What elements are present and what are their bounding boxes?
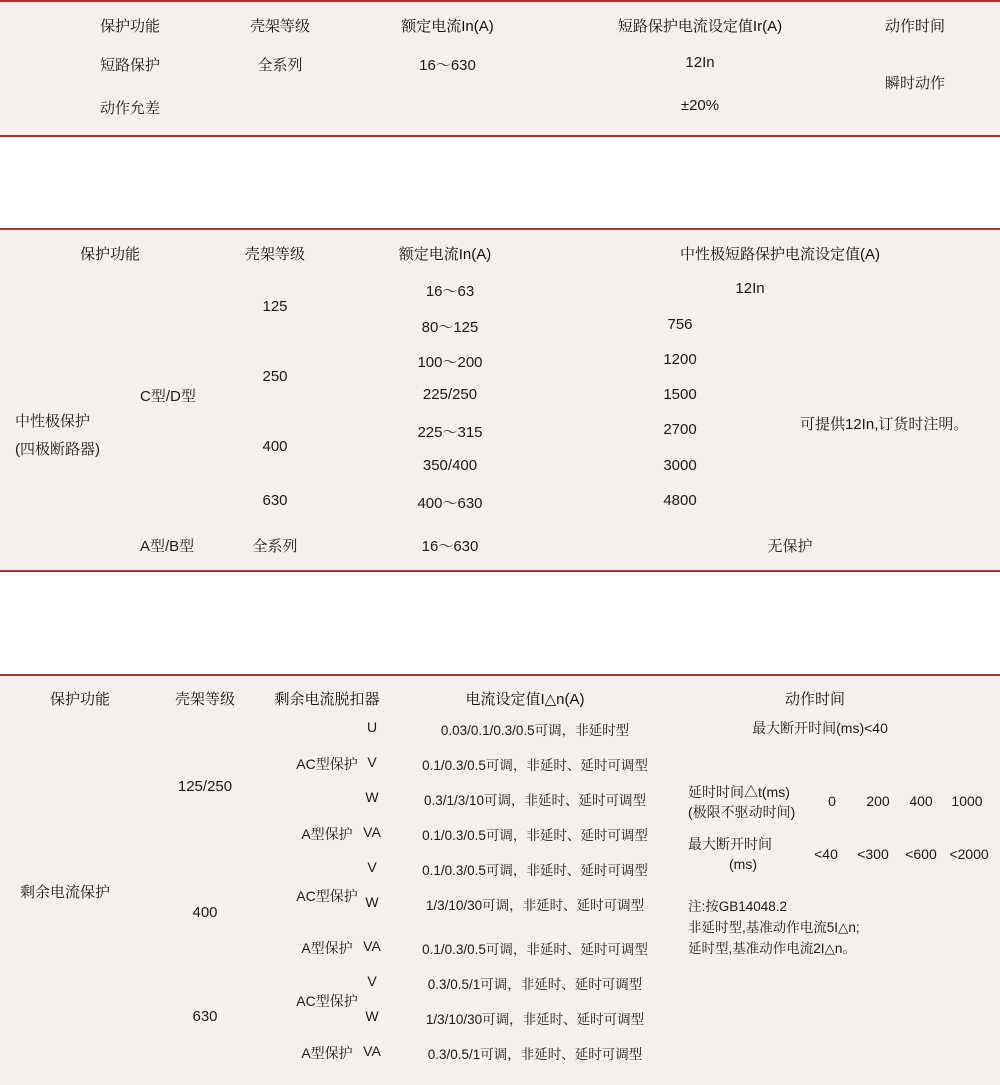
t3-g3-r1-code: V — [367, 973, 377, 989]
t3-g1-r2-code: V — [367, 754, 377, 770]
t3-max-break-value-0: <40 — [814, 846, 838, 862]
t3-g2-r1-code: V — [367, 859, 377, 875]
t3-g3-r1-value: 0.3/0.5/1可调，非延时、延时可调型 — [427, 977, 643, 992]
t1-row1-function: 短路保护 — [99, 57, 160, 74]
t3-delay-value-1: 200 — [866, 793, 890, 809]
t2-current-r8: 16～630 — [421, 538, 479, 555]
t2-type-ab: A型/B型 — [140, 538, 195, 555]
t3-note-1: 注:按GB14048.2 — [688, 899, 788, 914]
t3-function-label: 剩余电流保护 — [20, 884, 111, 901]
t2-header-frame: 壳架等级 — [244, 246, 305, 263]
t3-g1-r4-tripper: A型保护 — [301, 826, 353, 842]
residual-current-protection-table — [0, 674, 1000, 1085]
t3-note-2: 非延时型,基准动作电流5I△n; — [688, 920, 860, 935]
t2-current-r3: 100～200 — [417, 354, 483, 371]
t1-header-frame: 壳架等级 — [249, 18, 310, 35]
short-circuit-protection-table — [0, 0, 1000, 137]
t2-type-cd: C型/D型 — [140, 388, 196, 405]
t3-delay-value-3: 1000 — [951, 793, 983, 809]
t2-current-r2: 80～125 — [421, 319, 479, 336]
t3-g3-r3-tripper: A型保护 — [301, 1045, 353, 1061]
t2-current-r5: 225～315 — [417, 424, 483, 441]
t3-header-frame: 壳架等级 — [174, 691, 235, 708]
t3-g2-r1-value: 0.1/0.3/0.5可调，非延时、延时可调型 — [422, 863, 648, 878]
t3-max-break-value-2: <600 — [905, 846, 937, 862]
t1-header-function: 保护功能 — [99, 18, 160, 35]
t2-frame-630: 630 — [262, 492, 288, 509]
t3-header-setting: 电流设定值I△n(A) — [465, 691, 585, 708]
t3-g3-r3-code: VA — [363, 1043, 381, 1059]
t2-frame-125: 125 — [262, 298, 288, 315]
t3-header-tripper: 剩余电流脱扣器 — [274, 691, 380, 708]
t1-header-rated-current: 额定电流In(A) — [401, 18, 494, 35]
t2-function-label-line2: (四极断路器) — [15, 441, 100, 458]
t3-frame-630: 630 — [192, 1008, 218, 1025]
t2-side-note: 可提供12In,订货时注明。 — [800, 416, 969, 433]
neutral-pole-protection-table — [0, 228, 1000, 572]
t3-delay-label-1: 延时时间△t(ms) — [688, 784, 790, 800]
t2-frame-all: 全系列 — [252, 538, 298, 555]
t1-row2-function: 动作允差 — [99, 100, 160, 117]
t3-g2-r3-value: 0.1/0.3/0.5可调，非延时、延时可调型 — [422, 942, 648, 957]
t3-g1-r3-code: W — [365, 789, 379, 805]
t3-g2-r3-code: VA — [363, 938, 381, 954]
t1-row1-rated-current: 16～630 — [419, 57, 476, 74]
t3-g3-r2-code: W — [365, 1008, 379, 1024]
t3-g2-r2-tripper: AC型保护 — [296, 888, 358, 904]
t1-row1-setting: 12In — [685, 54, 715, 71]
t3-g3-r3-value: 0.3/0.5/1可调，非延时、延时可调型 — [427, 1047, 643, 1062]
t1-header-action-time: 动作时间 — [884, 18, 945, 35]
t1-row1-frame: 全系列 — [257, 57, 303, 74]
t2-setting-r6: 3000 — [663, 457, 697, 474]
t3-header-action-time: 动作时间 — [784, 691, 845, 708]
t2-header-rated-current: 额定电流In(A) — [398, 246, 492, 263]
t2-frame-400: 400 — [262, 438, 288, 455]
t3-g1-r2-tripper: AC型保护 — [296, 756, 358, 772]
t3-note-3: 延时型,基准动作电流2I△n。 — [688, 941, 856, 956]
t3-frame-125-250: 125/250 — [177, 778, 233, 795]
t3-g1-r1-value: 0.03/0.1/0.3/0.5可调，非延时型 — [440, 723, 630, 738]
t3-g3-r2-value: 1/3/10/30可调，非延时、延时可调型 — [425, 1012, 645, 1027]
t2-current-r1: 16～63 — [425, 283, 475, 300]
t2-setting-r5: 2700 — [663, 421, 697, 438]
t1-row2-setting: ±20% — [680, 97, 720, 114]
t3-max-break-label-2: (ms) — [729, 856, 757, 872]
t3-max-break-1: 最大断开时间(ms)<40 — [752, 720, 888, 736]
t2-setting-r2: 756 — [667, 316, 693, 333]
t3-g1-r4-value: 0.1/0.3/0.5可调，非延时、延时可调型 — [422, 828, 648, 843]
t3-max-break-value-1: <300 — [857, 846, 889, 862]
t2-function-label-line1: 中性极保护 — [15, 413, 91, 430]
t3-g2-r3-tripper: A型保护 — [301, 940, 353, 956]
t3-g1-r1-code: U — [366, 719, 378, 735]
t2-setting-r7: 4800 — [663, 492, 697, 509]
t2-setting-r8: 无保护 — [767, 538, 813, 555]
t2-current-r6: 350/400 — [422, 457, 478, 474]
t2-setting-r3: 1200 — [663, 351, 697, 368]
t3-delay-value-0: 0 — [828, 793, 836, 809]
t3-frame-400: 400 — [192, 904, 218, 921]
t3-g2-r2-code: W — [365, 894, 379, 910]
t2-current-r7: 400～630 — [417, 495, 483, 512]
t1-row1-action-time: 瞬时动作 — [884, 75, 945, 92]
t2-current-r4: 225/250 — [422, 386, 478, 403]
t3-g2-r2-value: 1/3/10/30可调，非延时、延时可调型 — [425, 898, 645, 913]
t1-header-setting: 短路保护电流设定值Ir(A) — [617, 18, 783, 35]
t3-g3-r2-tripper: AC型保护 — [296, 993, 358, 1009]
t3-g1-r3-value: 0.3/1/3/10可调，非延时、延时可调型 — [423, 793, 647, 808]
t2-header-setting: 中性极短路保护电流设定值(A) — [680, 246, 880, 263]
t3-max-break-label-1: 最大断开时间 — [688, 836, 772, 852]
t3-max-break-value-3: <2000 — [949, 846, 989, 862]
t2-frame-250: 250 — [262, 368, 288, 385]
t3-header-function: 保护功能 — [49, 691, 110, 708]
t2-setting-r4: 1500 — [663, 386, 697, 403]
t3-delay-label-2: (极限不驱动时间) — [688, 804, 796, 820]
t3-delay-value-2: 400 — [909, 793, 933, 809]
t3-g1-r4-code: VA — [363, 824, 381, 840]
t2-setting-r1: 12In — [735, 280, 765, 297]
t3-g1-r2-value: 0.1/0.3/0.5可调，非延时、延时可调型 — [422, 758, 648, 773]
t2-header-function: 保护功能 — [79, 246, 140, 263]
